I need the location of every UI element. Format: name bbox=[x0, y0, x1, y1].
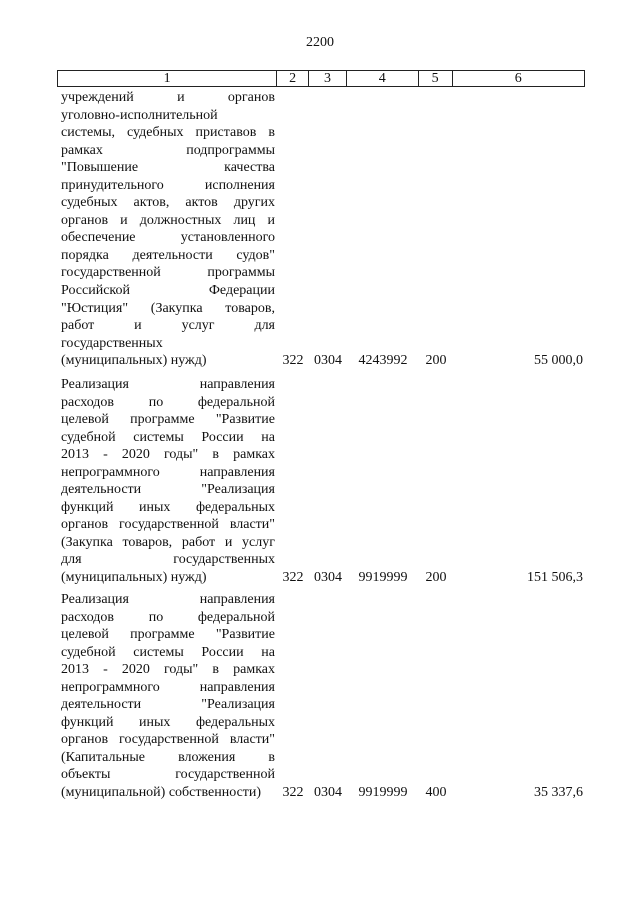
row-subsection-code: 0304 bbox=[314, 785, 342, 801]
description-line: (муниципальной) собственности) bbox=[61, 785, 262, 801]
description-line: органов государственной власти" bbox=[61, 517, 275, 533]
description-line: судебных актов, актов других bbox=[61, 195, 275, 211]
description-line: функций иных федеральных bbox=[61, 499, 275, 515]
column-header-4: 4 bbox=[347, 71, 419, 86]
column-header-6: 6 bbox=[514, 71, 522, 86]
description-line: объекты государственной bbox=[61, 767, 275, 783]
description-line: расходов по федеральной bbox=[61, 394, 275, 410]
description-line: государственных bbox=[61, 335, 163, 351]
row-section-code: 322 bbox=[282, 353, 304, 369]
description-line: целевой программе "Развитие bbox=[61, 627, 275, 643]
row-description bbox=[61, 376, 275, 587]
row-expense-type-code: 200 bbox=[425, 353, 447, 369]
table-header-row bbox=[57, 70, 585, 87]
description-line: целевой программе "Развитие bbox=[61, 412, 275, 428]
description-line: деятельности "Реализация bbox=[61, 482, 275, 498]
row-description bbox=[61, 89, 275, 370]
row-amount: 151 506,3 bbox=[527, 570, 583, 586]
column-header-3: 3 bbox=[309, 71, 347, 86]
row-target-code: 9919999 bbox=[358, 785, 408, 801]
row-target-code: 4243992 bbox=[358, 353, 408, 369]
description-line: функций иных федеральных bbox=[61, 714, 275, 730]
description-line: судебной системы России на bbox=[61, 429, 275, 445]
description-line: уголовно-исполнительной bbox=[61, 107, 218, 123]
description-line: Реализация направления bbox=[61, 377, 275, 392]
description-line: судебной системы России на bbox=[61, 644, 275, 660]
description-line: государственной программы bbox=[61, 265, 275, 281]
column-header-2: 2 bbox=[277, 71, 309, 86]
description-line: (муниципальных) нужд) bbox=[61, 570, 207, 586]
row-subsection-code: 0304 bbox=[314, 570, 342, 586]
description-line: "Повышение качества bbox=[61, 160, 275, 176]
description-line: Реализация направления bbox=[61, 592, 275, 607]
description-line: Российской Федерации bbox=[61, 283, 275, 299]
column-header-1: 1 bbox=[58, 71, 277, 86]
description-line: непрограммного направления bbox=[61, 679, 275, 695]
description-line: деятельности "Реализация bbox=[61, 697, 275, 713]
page-number: 2200 bbox=[306, 35, 334, 50]
description-line: работ и услуг для bbox=[61, 318, 275, 334]
description-line: органов и должностных лиц и bbox=[61, 212, 275, 228]
description-line: расходов по федеральной bbox=[61, 609, 275, 625]
description-line: (Капитальные вложения в bbox=[61, 749, 275, 765]
description-line: органов государственной власти" bbox=[61, 732, 275, 748]
description-line: (Закупка товаров, работ и услуг bbox=[61, 534, 275, 550]
description-line: 2013 - 2020 годы" в рамках bbox=[61, 447, 275, 463]
description-line: системы, судебных приставов в bbox=[61, 125, 275, 141]
row-section-code: 322 bbox=[282, 570, 304, 586]
description-line: (муниципальных) нужд) bbox=[61, 353, 207, 369]
row-expense-type-code: 200 bbox=[425, 570, 447, 586]
description-line: 2013 - 2020 годы" в рамках bbox=[61, 662, 275, 678]
description-line: принудительного исполнения bbox=[61, 177, 275, 193]
row-amount: 35 337,6 bbox=[534, 785, 583, 801]
description-line: рамках подпрограммы bbox=[61, 142, 275, 158]
row-description bbox=[61, 591, 275, 802]
description-line: порядка деятельности судов" bbox=[61, 247, 275, 263]
row-subsection-code: 0304 bbox=[314, 353, 342, 369]
description-line: непрограммного направления bbox=[61, 464, 275, 480]
description-line: учреждений и органов bbox=[61, 90, 275, 105]
row-expense-type-code: 400 bbox=[425, 785, 447, 801]
description-line: обеспечение установленного bbox=[61, 230, 275, 246]
description-line: "Юстиция" (Закупка товаров, bbox=[61, 300, 275, 316]
description-line: для государственных bbox=[61, 552, 275, 568]
column-header-5: 5 bbox=[419, 71, 453, 86]
row-section-code: 322 bbox=[282, 785, 304, 801]
row-amount: 55 000,0 bbox=[534, 353, 583, 369]
row-target-code: 9919999 bbox=[358, 570, 408, 586]
